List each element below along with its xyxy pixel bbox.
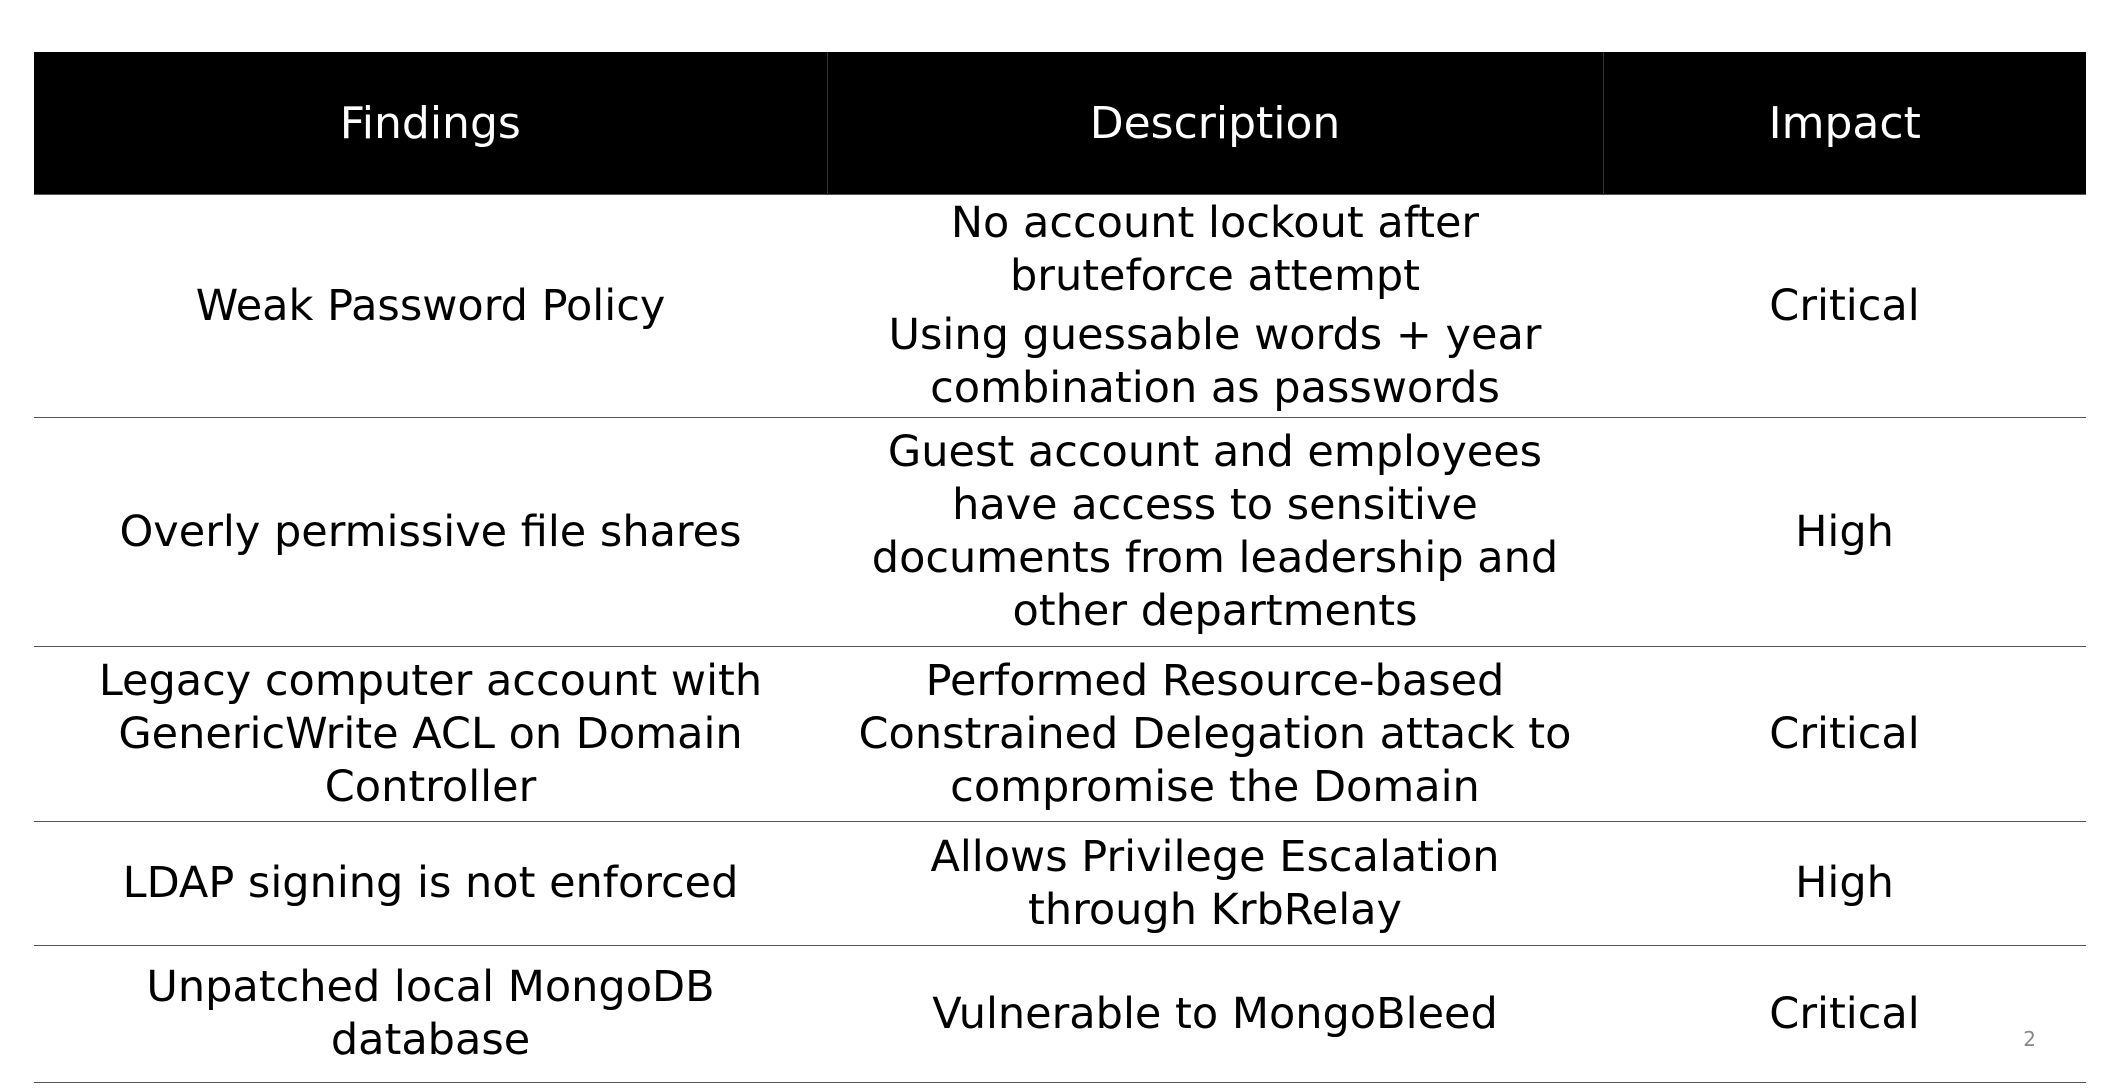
description-text: Guest account and employees xyxy=(887,427,1543,477)
findings-table xyxy=(34,52,2086,1083)
description-paragraph xyxy=(841,197,1589,303)
description-text: Vulnerable to MongoBleed xyxy=(932,988,1498,1039)
impact-cell xyxy=(1603,418,2086,647)
description-text: documents from leadership and xyxy=(871,533,1559,583)
description-text: Constrained Delegation attack to xyxy=(858,708,1572,759)
header-description: Description xyxy=(827,52,1603,195)
finding-cell xyxy=(34,822,827,946)
finding-text: Legacy computer account with xyxy=(98,655,763,706)
description-cell xyxy=(827,822,1603,946)
impact-text: High xyxy=(1795,506,1894,557)
description-text: have access to sensitive xyxy=(952,480,1478,530)
description-paragraph xyxy=(841,988,1589,1041)
description-text: Using guessable words + year xyxy=(888,310,1542,360)
finding-text: Unpatched local MongoDB database xyxy=(146,962,715,1065)
description-paragraph xyxy=(841,831,1589,937)
description-text: No account lockout after xyxy=(950,198,1480,248)
page-number: 2 xyxy=(2023,1027,2036,1051)
impact-cell xyxy=(1603,822,2086,946)
header-impact: Impact xyxy=(1603,52,2086,195)
description-cell xyxy=(827,946,1603,1083)
impact-cell xyxy=(1603,946,2086,1083)
description-cell xyxy=(827,418,1603,647)
finding-cell xyxy=(34,195,827,418)
header-findings: Findings xyxy=(34,52,827,195)
description-text: Performed Resource-based xyxy=(925,655,1505,706)
impact-cell xyxy=(1603,647,2086,822)
description-paragraph xyxy=(841,309,1589,415)
impact-text: High xyxy=(1795,858,1894,908)
table-row xyxy=(34,946,2086,1083)
impact-cell xyxy=(1603,195,2086,418)
table-row xyxy=(34,195,2086,418)
table-row xyxy=(34,822,2086,946)
description-text: Allows Privilege Escalation xyxy=(930,831,1500,882)
description-paragraph xyxy=(841,426,1589,638)
description-text: combination as passwords xyxy=(930,363,1500,413)
finding-cell xyxy=(34,946,827,1083)
description-text: compromise the Domain xyxy=(950,761,1480,812)
description-text: bruteforce attempt xyxy=(1009,251,1421,301)
finding-text: Weak Password Policy xyxy=(195,280,666,331)
impact-text: Critical xyxy=(1769,280,1920,331)
finding-cell xyxy=(34,647,827,822)
finding-text: Overly permissive file shares xyxy=(119,506,742,557)
impact-text: Critical xyxy=(1769,708,1920,759)
finding-cell xyxy=(34,418,827,647)
table-header-row xyxy=(34,52,2086,195)
description-cell xyxy=(827,195,1603,418)
table-row xyxy=(34,418,2086,647)
description-text: other departments xyxy=(1012,586,1418,636)
description-text: through KrbRelay xyxy=(1028,884,1402,935)
finding-text: GenericWrite ACL on Domain Controller xyxy=(118,708,743,812)
description-paragraph xyxy=(841,655,1589,814)
description-cell xyxy=(827,647,1603,822)
impact-text: Critical xyxy=(1769,988,1920,1039)
table-row xyxy=(34,647,2086,822)
finding-text: LDAP signing is not enforced xyxy=(122,858,739,908)
